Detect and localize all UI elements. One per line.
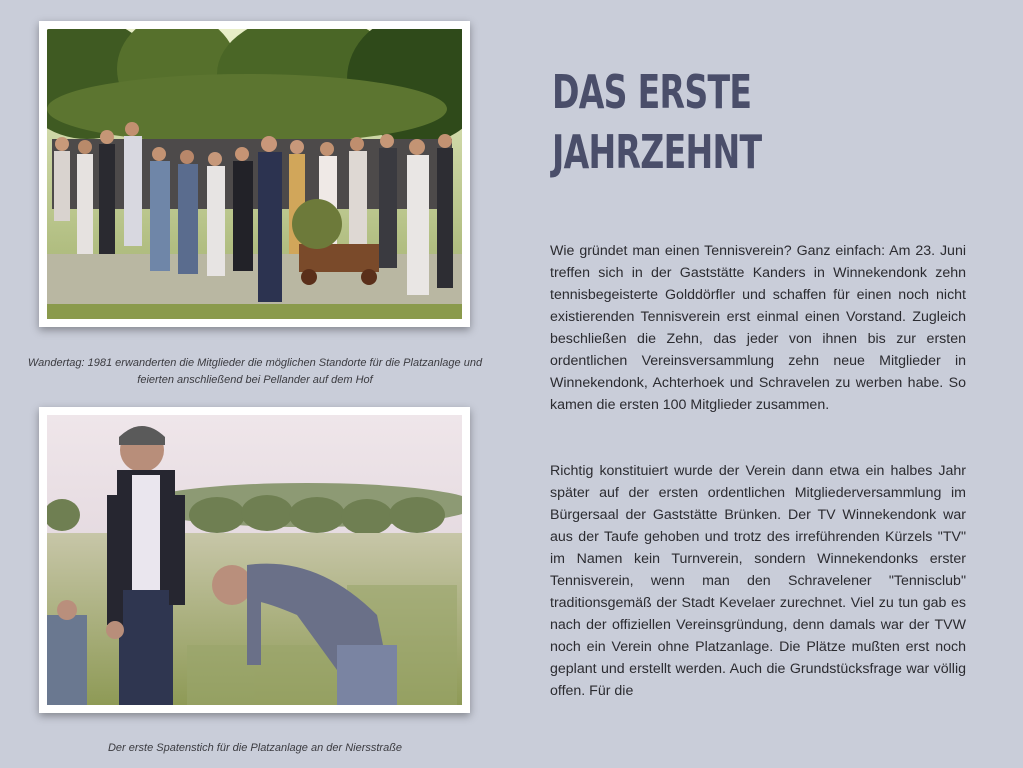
body-paragraph-2: Richtig konstituiert wurde der Verein dann etwa ein halbes Jahr später auf der ersten ordentlichen Mitgliederversammlung im Bürgersaal der Gaststätte Brünken. Der TV Winnekendonk war aus der Taufe gehoben und trotz des irreführenden Kürzels "TV" im Namen kein Turnverein, sondern Winnekendonks erster Tennisverein, wenn man den Schravelener "Tennisclub" traditionsgemäß der Stadt Kevelaer zurechnet. Viel zu tun gab es nach der offiziellen Vereinsgründung, denn damals war der TVW noch ein Verein ohne Platzanlage. Die Plätze mußten erst noch geplant und erstellt werden. Auch die Grundstücksfrage war völlig offen. Für die — [550, 463, 966, 699]
photo-wandertag — [39, 21, 470, 327]
photo-caption-spatenstich: Der erste Spatenstich für die Platzanlage an der Niersstraße — [107, 742, 403, 754]
photo-spatenstich — [39, 407, 470, 713]
page-title: DAS ERSTE JAHRZEHNT — [552, 65, 762, 179]
photo-spatenstich-image — [47, 415, 462, 705]
photo-wandertag-image — [47, 29, 462, 319]
body-paragraph-1: Wie gründet man einen Tennisverein? Ganz einfach: Am 23. Juni treffen sich in der Gaststätte Kanders in Winnekendonk zehn tennisbegeisterte Golddörfler und schaffen für einen noch nicht existierenden Tennisverein erst einmal einen Vorstand. Zugleich beschließen die Zehn, das jeder von ihnen bis zur ersten ordentlichen Vereinsversammlung zehn neue Mitglieder in Winnekendonk, Achterhoek und Schravelen zu werben habe. So kamen die ersten 100 Mitglieder zusammen. — [550, 243, 966, 413]
photo-caption-wandertag: Wandertag: 1981 erwanderten die Mitglieder die möglichen Standorte für die Platzanlage und feierten anschließend bei Pellander auf dem Hof — [27, 357, 483, 386]
